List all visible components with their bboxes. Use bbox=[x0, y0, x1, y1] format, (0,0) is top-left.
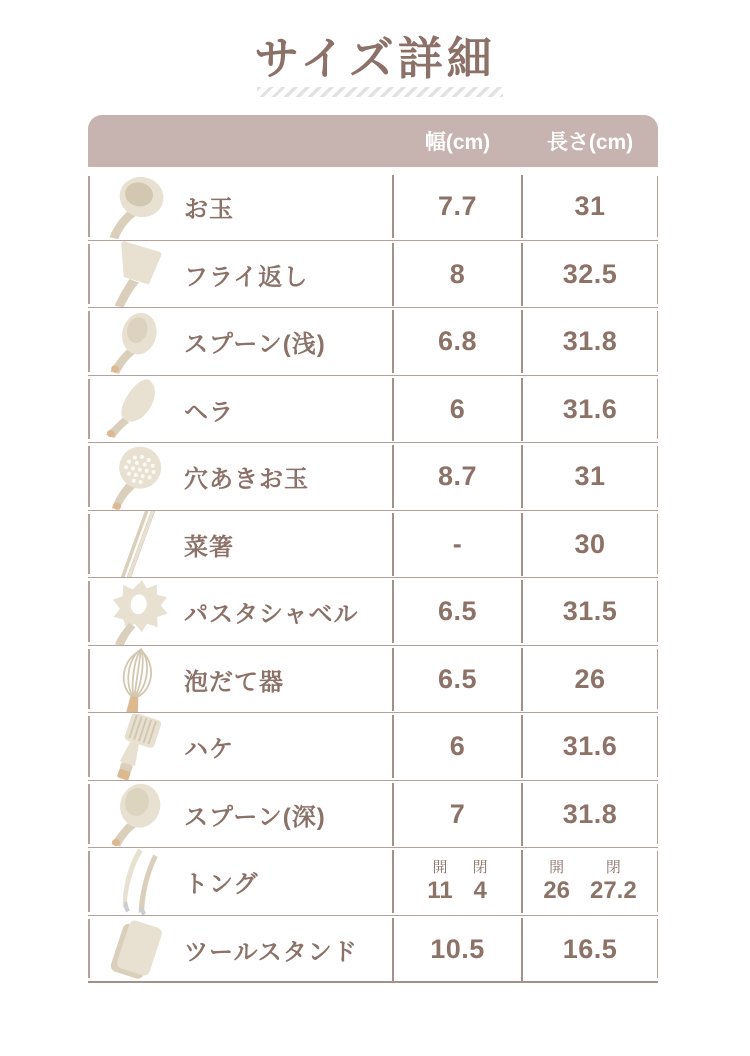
length-value: 32.5 bbox=[562, 258, 618, 289]
tongs-icon bbox=[88, 848, 184, 915]
pasta-shovel-icon bbox=[88, 578, 184, 645]
table-row bbox=[88, 848, 658, 916]
closed-label: 閉 bbox=[605, 859, 621, 876]
table-row bbox=[88, 376, 658, 444]
spoon-deep-icon bbox=[88, 781, 184, 848]
item-name: 穴あきお玉 bbox=[184, 466, 309, 493]
item-name: トング bbox=[184, 871, 259, 898]
table-header bbox=[88, 115, 658, 167]
closed-value: 4 bbox=[473, 877, 487, 904]
open-label: 開 bbox=[549, 859, 565, 876]
slotted-ladle-icon bbox=[88, 443, 184, 510]
item-name: お玉 bbox=[184, 196, 234, 223]
page-title: サイズ詳細 bbox=[254, 33, 496, 84]
ladle-icon bbox=[88, 173, 184, 240]
closed-value: 27.2 bbox=[589, 877, 637, 904]
length-value: 30 bbox=[574, 528, 606, 559]
table-row bbox=[88, 308, 658, 376]
item-name: ハケ bbox=[184, 736, 234, 763]
table-row bbox=[88, 646, 658, 714]
item-name: 菜箸 bbox=[184, 533, 234, 561]
open-value: 11 bbox=[427, 877, 453, 904]
table-row bbox=[88, 781, 658, 849]
width-value: - bbox=[452, 528, 463, 559]
item-name: スプーン(浅) bbox=[184, 331, 326, 358]
width-value: 10.5 bbox=[430, 933, 485, 964]
brush-icon bbox=[88, 713, 184, 780]
table-row bbox=[88, 443, 658, 511]
length-value: 31.6 bbox=[562, 731, 618, 761]
table-body bbox=[88, 173, 658, 983]
item-name: フライ返し bbox=[184, 263, 309, 291]
length-value: 31 bbox=[574, 461, 606, 491]
width-value: 6.5 bbox=[437, 663, 478, 694]
closed-label: 閉 bbox=[472, 859, 488, 876]
header-width-column: 幅(cm) bbox=[424, 131, 491, 154]
item-name: パスタシャベル bbox=[184, 601, 359, 628]
width-value: 6 bbox=[449, 731, 466, 761]
table-row bbox=[88, 511, 658, 579]
open-value: 26 bbox=[543, 877, 570, 904]
size-table bbox=[88, 115, 658, 983]
length-value: 31.8 bbox=[562, 798, 618, 829]
table-row bbox=[88, 578, 658, 646]
turner-icon bbox=[88, 241, 184, 308]
table-row bbox=[88, 173, 658, 241]
length-value: 31.6 bbox=[562, 393, 618, 424]
width-value: 8 bbox=[449, 258, 466, 289]
length-value: 31 bbox=[574, 191, 606, 221]
item-name: スプーン(深) bbox=[184, 803, 326, 831]
item-name: ツールスタンド bbox=[184, 938, 358, 966]
spatula-icon bbox=[88, 376, 184, 443]
tool-stand-icon bbox=[88, 916, 184, 983]
width-value: 7.7 bbox=[437, 191, 478, 221]
spoon-shallow-icon bbox=[88, 308, 184, 375]
length-value: 31.5 bbox=[562, 596, 618, 626]
item-name: ヘラ bbox=[184, 398, 234, 426]
whisk-icon bbox=[88, 646, 184, 713]
item-name: 泡だて器 bbox=[184, 668, 284, 696]
length-value: 16.5 bbox=[562, 933, 618, 964]
length-value: 26 bbox=[574, 663, 606, 694]
width-value: 8.7 bbox=[437, 461, 478, 491]
width-value: 6.8 bbox=[437, 326, 478, 356]
length-value bbox=[522, 860, 658, 903]
width-value: 6 bbox=[449, 393, 466, 424]
width-value: 7 bbox=[449, 798, 466, 829]
chopsticks-icon bbox=[88, 511, 184, 578]
width-value: 6.5 bbox=[437, 596, 478, 626]
decorative-stripes bbox=[257, 87, 503, 97]
table-row bbox=[88, 241, 658, 309]
header-length-column: 長さ(cm) bbox=[546, 131, 634, 154]
open-label: 開 bbox=[432, 859, 448, 876]
table-row bbox=[88, 916, 658, 984]
length-value: 31.8 bbox=[562, 326, 618, 356]
table-row bbox=[88, 713, 658, 781]
width-value bbox=[393, 860, 522, 903]
